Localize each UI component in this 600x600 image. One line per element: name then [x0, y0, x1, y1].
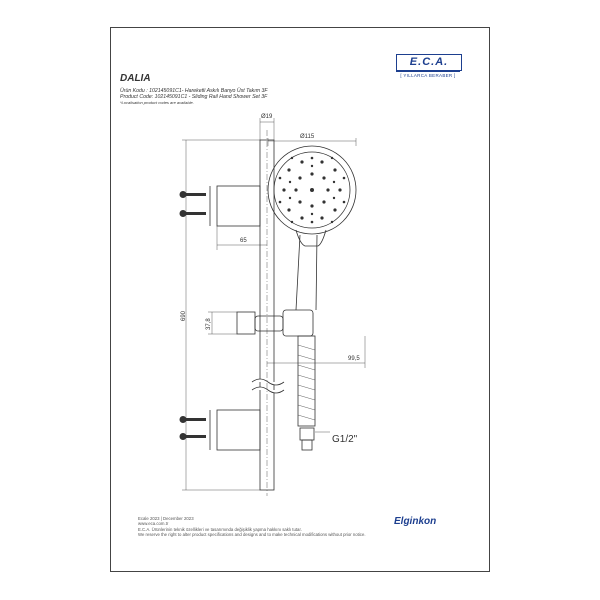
dim-holder-offset: 99,5: [348, 356, 360, 362]
urun-kodu-line: Ürün Kodu : 102145091C1- Hareketli Askılı Banyo Üst Takım 3F: [120, 88, 268, 94]
shower-hose: [298, 336, 315, 426]
bottom-wall-bracket: [217, 410, 260, 450]
dim-thread: G1/2": [332, 434, 358, 445]
product-code-line: Product Code: 102145091C1 - Sliding Rail Hand Shower Set 3F: [120, 94, 268, 101]
top-wall-bracket: [217, 186, 260, 226]
hose-nut: [300, 428, 314, 440]
dim-rod-diameter: Ø19: [261, 114, 273, 120]
dim-head-diameter: Ø115: [300, 134, 315, 140]
footer-line-en: We reserve the right to alter product specifications and designs and to make technical modifications without prior notice.: [138, 532, 366, 538]
localisation-note: *Localisation product codes are available.: [120, 100, 194, 106]
footer-url: www.eca.com.tr: [138, 521, 169, 527]
footer-text: [138, 516, 398, 538]
slide-holder-clamp: [283, 310, 313, 336]
dim-wall-offset: 65: [240, 238, 247, 244]
footer-date: Ecale 2023 | December 2023: [138, 516, 194, 521]
footer-line-tr: E.C.A. Ürünlerinin teknik özellikleri ve tasarımında değişiklik yapma hakkını saklı tutar.: [138, 526, 302, 532]
eca-logo-text: E.C.A.: [409, 56, 449, 68]
elginkon-logo: Elginkon: [394, 516, 437, 527]
dim-height: 690: [181, 310, 187, 321]
nozzle-pattern: [279, 157, 346, 224]
slide-holder-left: [237, 312, 255, 334]
dim-holder-height: 37,8: [206, 318, 212, 330]
eca-tagline: [ YILLARCA BERABER ]: [396, 71, 460, 78]
break-mark: [252, 379, 284, 393]
product-title: DALIA: [120, 73, 151, 84]
